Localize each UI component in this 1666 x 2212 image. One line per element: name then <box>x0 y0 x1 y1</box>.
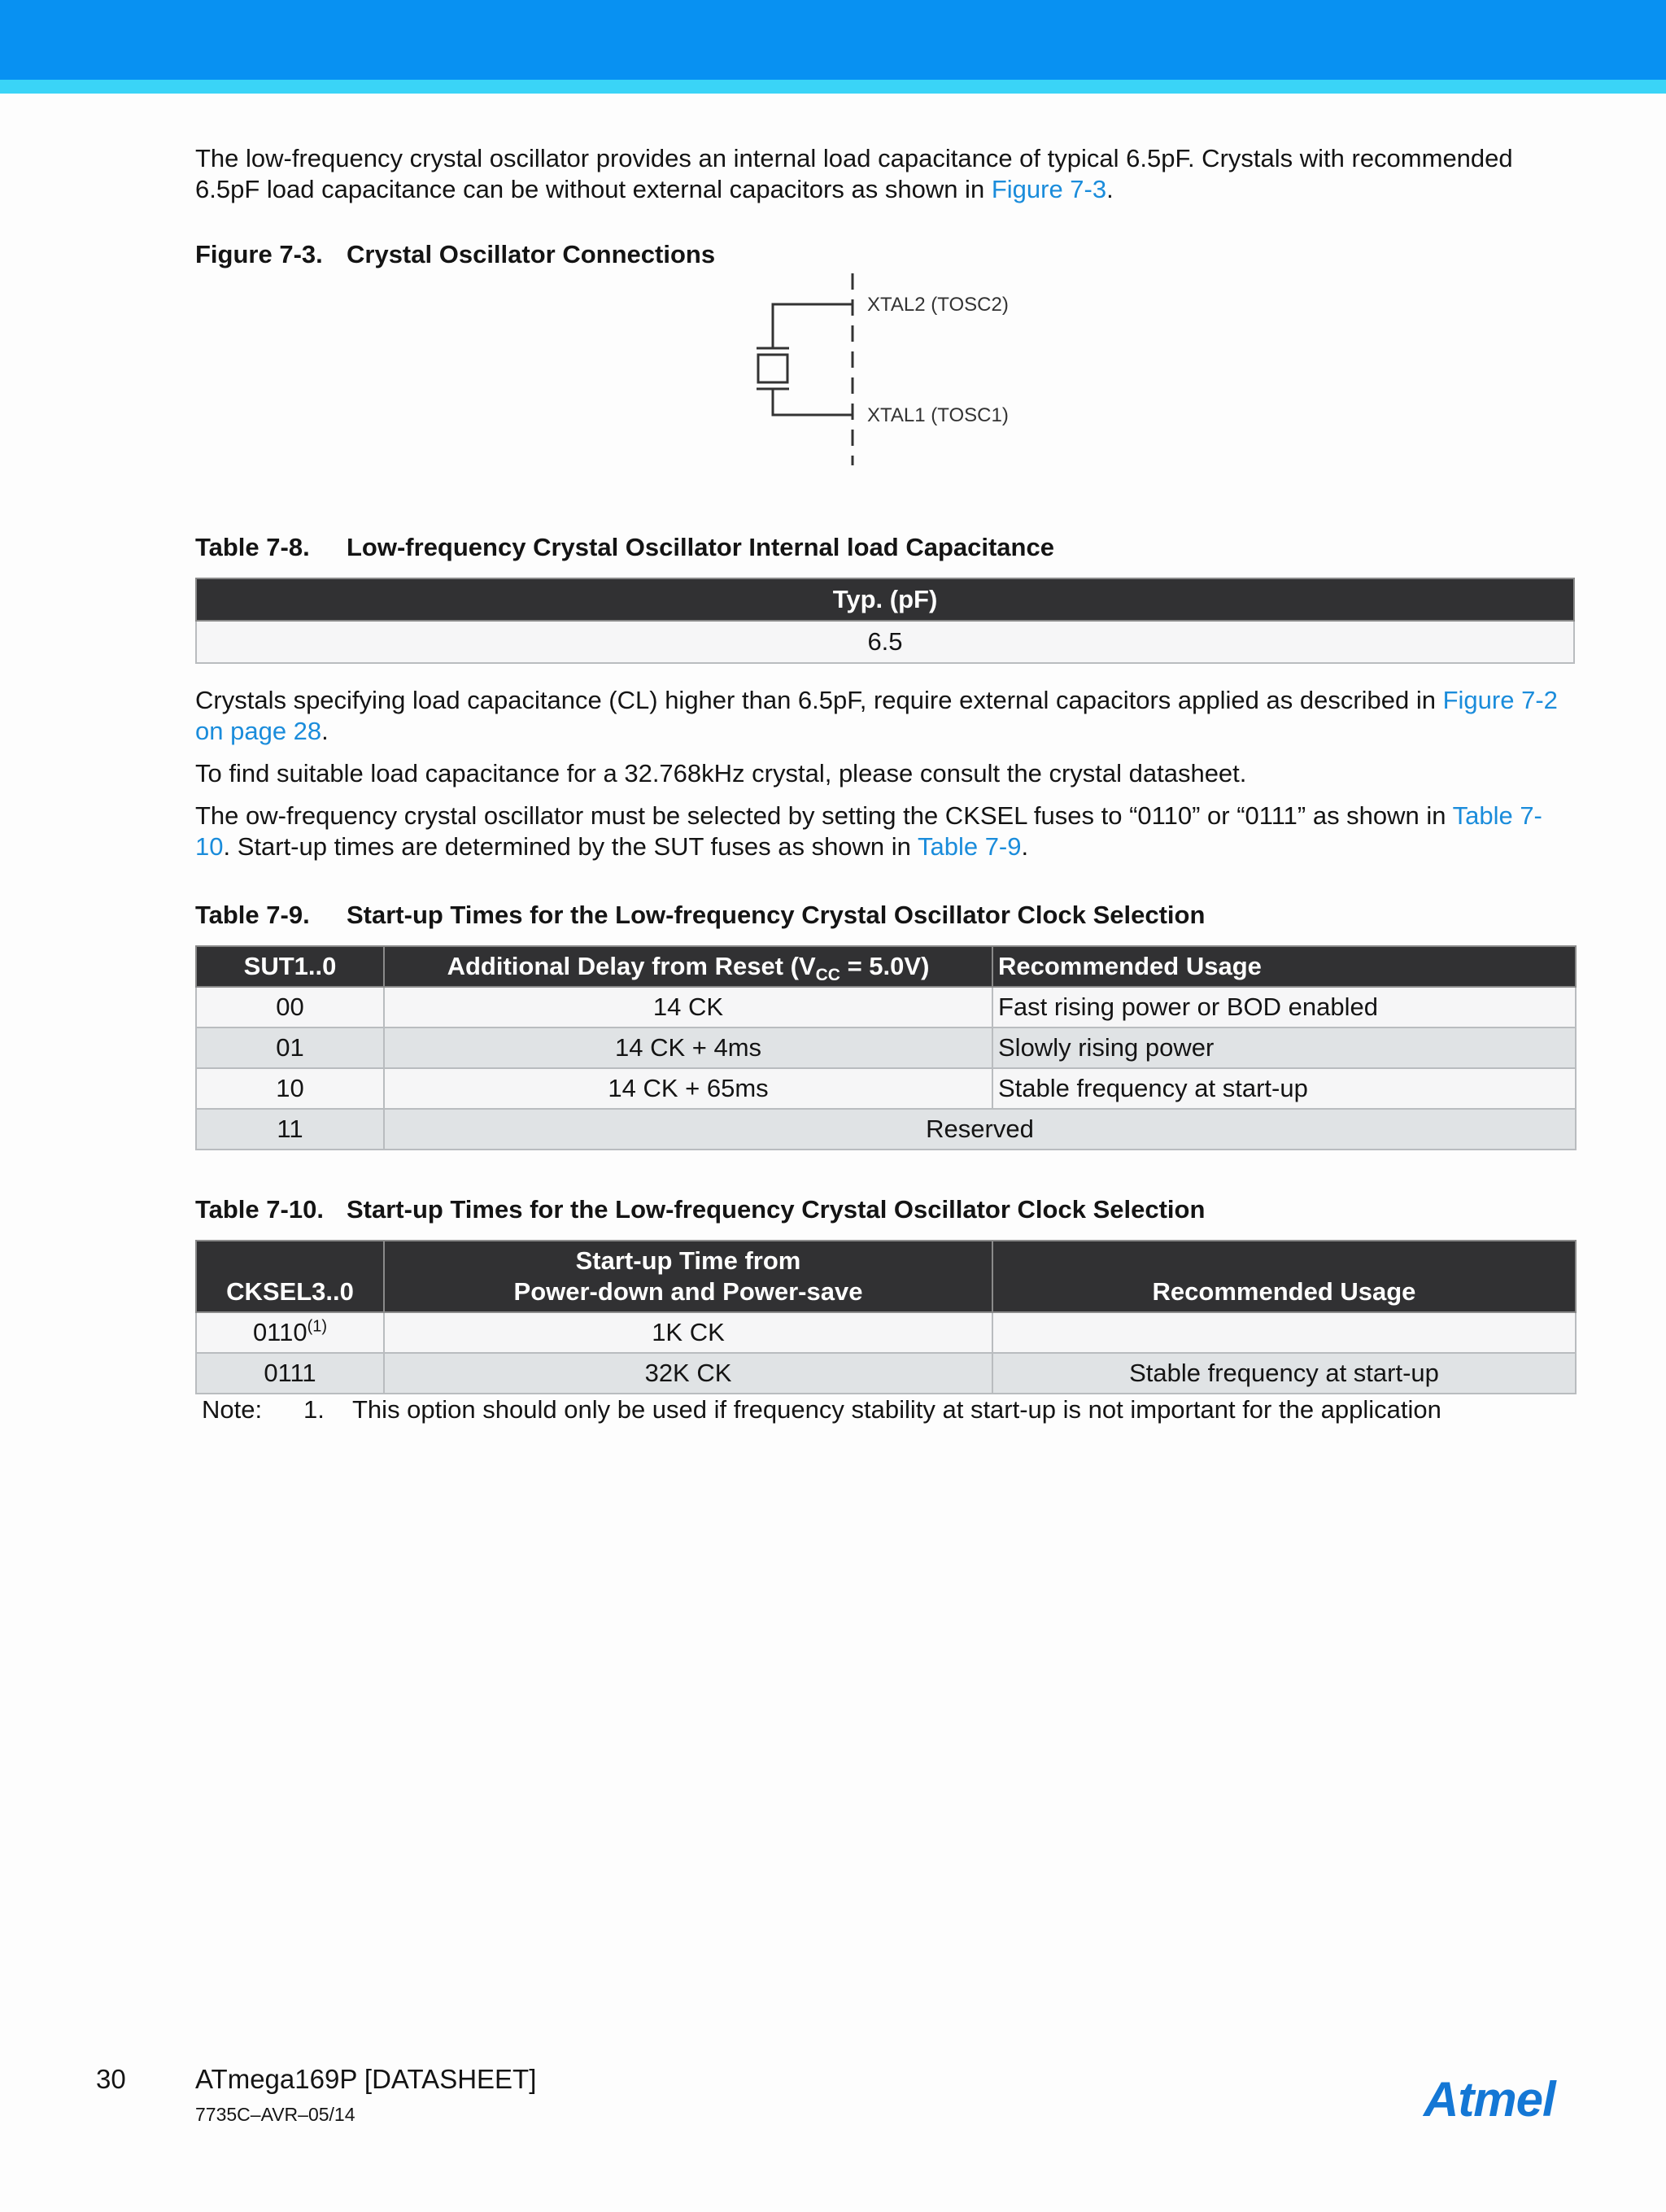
page-number: 30 <box>96 2064 126 2094</box>
table-7-9-title: Start-up Times for the Low-frequency Crystal Oscillator Clock Selection <box>347 901 1206 929</box>
table-row <box>196 1027 1576 1068</box>
intro-end: . <box>1106 175 1114 203</box>
reserved-cell: Reserved <box>384 1109 1576 1150</box>
page-content <box>195 143 1575 1427</box>
datasheet-paragraph: To find suitable load capacitance for a 32.768kHz crystal, please consult the crystal datasheet. <box>195 759 1247 788</box>
sut-cell: 01 <box>196 1027 384 1068</box>
table-row <box>196 1312 1576 1353</box>
figure-title: Crystal Oscillator Connections <box>347 240 716 268</box>
table-7-10-link[interactable]: Table 7-10 <box>195 801 1542 861</box>
vcc-subscript: CC <box>815 966 840 985</box>
para3-text2: . Start-up times are determined by the SUT fuses as shown in <box>223 832 918 861</box>
intro-text: The low-frequency crystal oscillator provides an internal load capacitance of typical 6.5pF. Crystals with recommended 6.5pF load capacitance can be without external capacitors as shown in <box>195 144 1513 203</box>
table-7-10-number: Table 7-10. <box>195 1195 324 1224</box>
table-row <box>196 1068 1576 1109</box>
xtal2-label: XTAL2 (TOSC2) <box>867 294 1009 316</box>
footer-title: ATmega169P [DATASHEET] <box>195 2064 537 2094</box>
table-row <box>196 1353 1576 1394</box>
para3-text1: The ow-frequency crystal oscillator must be selected by setting the CKSEL fuses to “0110” or “0111” as shown in <box>195 801 1453 830</box>
table-7-10 <box>195 1240 1577 1394</box>
table-7-9-number: Table 7-9. <box>195 901 310 929</box>
table-7-9 <box>195 945 1577 1150</box>
usage-cell: Stable frequency at start-up <box>992 1068 1576 1109</box>
note-reference: (1) <box>307 1317 328 1336</box>
header-band <box>0 0 1666 80</box>
sut-cell: 10 <box>196 1068 384 1109</box>
table-7-8-title: Low-frequency Crystal Oscillator Internal load Capacitance <box>347 533 1054 561</box>
crystal-figure <box>195 270 1575 482</box>
figure-7-3-link[interactable]: Figure 7-3 <box>991 175 1107 203</box>
sut-cell: 11 <box>196 1109 384 1150</box>
cksel-column-header: CKSEL3..0 <box>196 1241 384 1312</box>
table-7-9-caption <box>195 900 1575 931</box>
sut-column-header: SUT1..0 <box>196 946 384 987</box>
usage-column-header: Recommended Usage <box>992 1241 1576 1312</box>
document-code: 7735C–AVR–05/14 <box>195 2104 355 2125</box>
xtal1-wire <box>773 389 853 415</box>
cksel-cell <box>196 1312 384 1353</box>
note-text: This option should only be used if frequency stability at start-up is not important for the application <box>352 1395 1441 1424</box>
usage-cell: Stable frequency at start-up <box>992 1353 1576 1394</box>
atmel-logo: Atmel <box>1424 2072 1555 2127</box>
usage-cell: Fast rising power or BOD enabled <box>992 987 1576 1027</box>
startup-header-line2: Power-down and Power-save <box>513 1277 863 1306</box>
startup-column-header <box>384 1241 992 1312</box>
cksel-value: 0110 <box>252 1318 307 1346</box>
table-7-8-header: Typ. (pF) <box>196 578 1574 621</box>
delay-column-header <box>384 946 992 987</box>
para3-end: . <box>1021 832 1029 861</box>
load-capacitance-paragraph <box>195 685 1575 747</box>
usage-cell: Slowly rising power <box>992 1027 1576 1068</box>
table-7-8-number: Table 7-8. <box>195 533 310 561</box>
note-label: Note: <box>202 1395 263 1424</box>
para1-end: . <box>321 717 329 745</box>
table-row <box>196 1109 1576 1150</box>
xtal1-label: XTAL1 (TOSC1) <box>867 404 1009 426</box>
startup-cell: 32K CK <box>384 1353 992 1394</box>
delay-header-text: Additional Delay from Reset (V <box>447 952 816 980</box>
table-7-9-link[interactable]: Table 7-9 <box>917 832 1022 861</box>
delay-cell: 14 CK + 65ms <box>384 1068 992 1109</box>
figure-7-2-link[interactable]: Figure 7-2 on page 28 <box>195 686 1558 745</box>
cksel-paragraph <box>195 801 1575 862</box>
intro-paragraph <box>195 143 1575 205</box>
table-7-10-caption <box>195 1194 1575 1225</box>
header-stripe <box>0 80 1666 94</box>
para1-text: Crystals specifying load capacitance (CL) higher than 6.5pF, require external capacitors applied as described in <box>195 686 1443 714</box>
crystal-body <box>758 355 787 382</box>
table-7-8-caption <box>195 532 1575 563</box>
delay-cell: 14 CK <box>384 987 992 1027</box>
delay-cell: 14 CK + 4ms <box>384 1027 992 1068</box>
usage-cell <box>992 1312 1576 1353</box>
figure-caption <box>195 239 1575 270</box>
figure-number: Figure 7-3. <box>195 240 323 268</box>
delay-header-voltage: = 5.0V) <box>840 952 930 980</box>
usage-column-header: Recommended Usage <box>992 946 1576 987</box>
table-7-10-title: Start-up Times for the Low-frequency Crystal Oscillator Clock Selection <box>347 1195 1206 1224</box>
note-number: 1. <box>303 1395 325 1424</box>
table-7-8-value: 6.5 <box>196 621 1574 663</box>
cksel-cell: 0111 <box>196 1353 384 1394</box>
sut-cell: 00 <box>196 987 384 1027</box>
table-7-8 <box>195 578 1575 664</box>
startup-header-line1: Start-up Time from <box>575 1246 801 1275</box>
table-note <box>195 1394 1575 1427</box>
table-row <box>196 987 1576 1027</box>
startup-cell: 1K CK <box>384 1312 992 1353</box>
xtal2-wire <box>773 304 853 348</box>
